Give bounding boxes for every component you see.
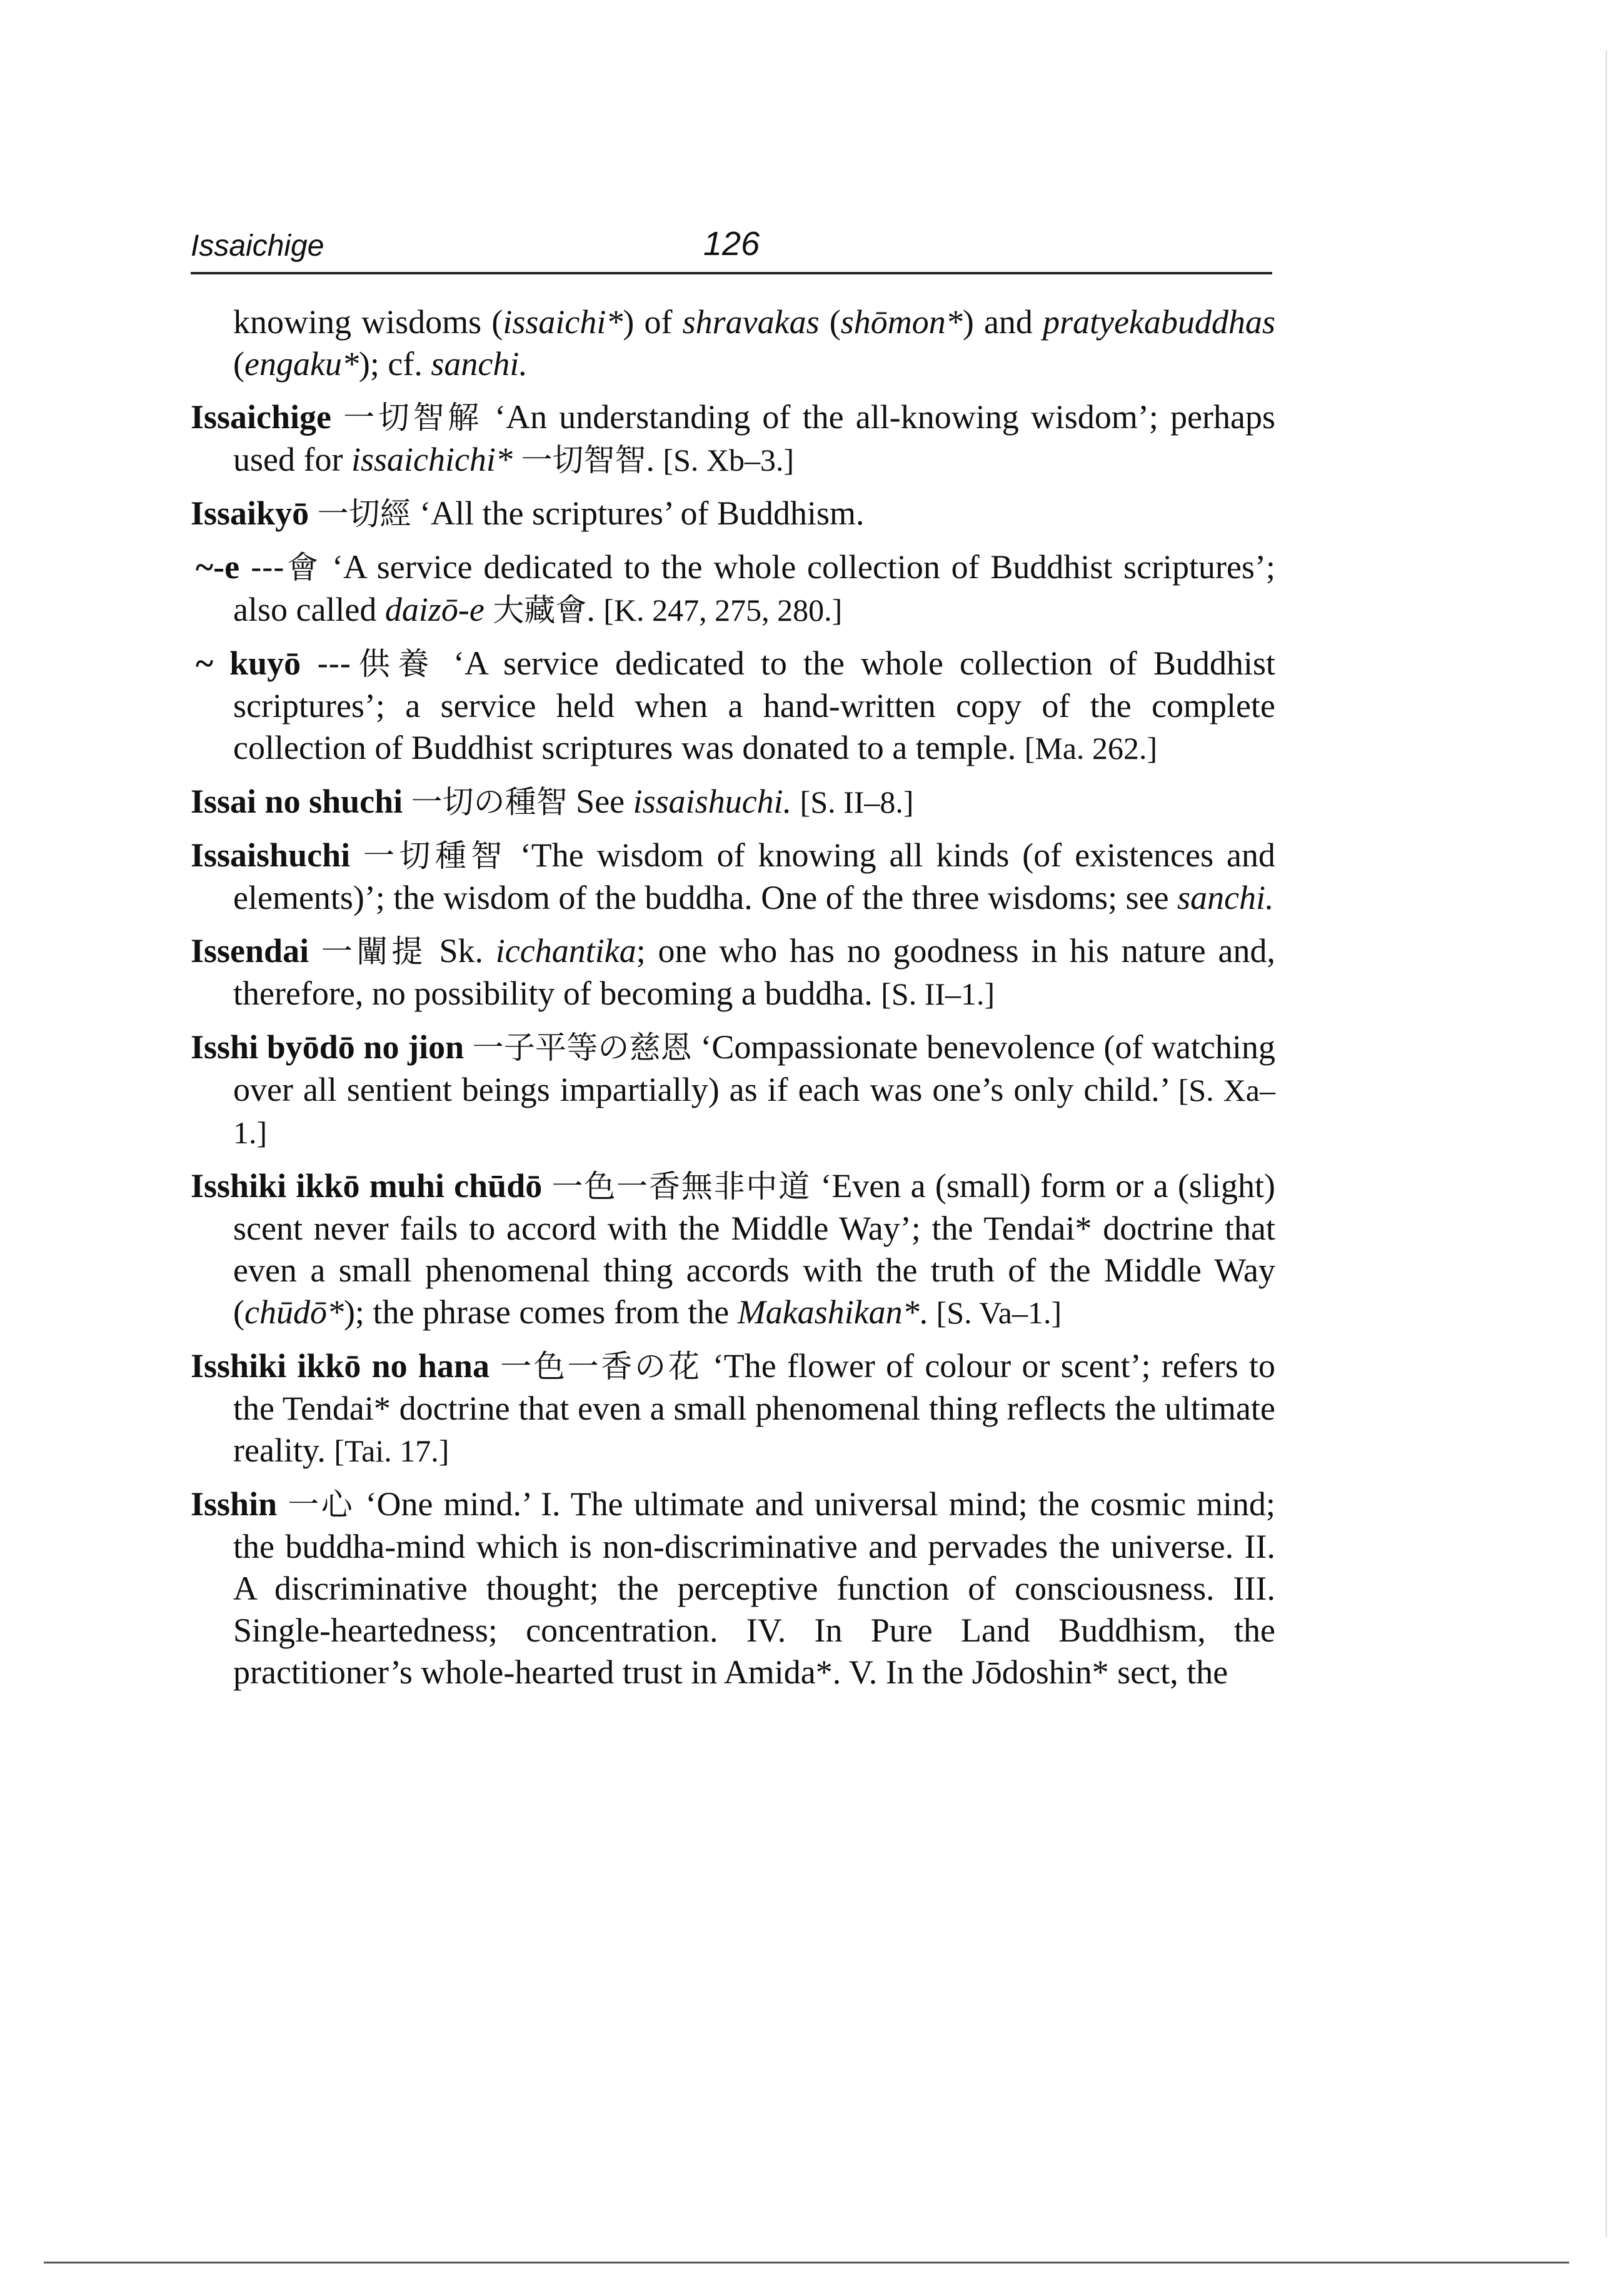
entry-text: ) of bbox=[623, 303, 683, 341]
entry-isshiki-ikko-no-hana bbox=[191, 1345, 1275, 1472]
page-edge-shadow bbox=[1605, 50, 1607, 2238]
entry-issendai bbox=[191, 930, 1275, 1015]
entry-text bbox=[403, 783, 411, 820]
entry-text: ‘Even a (small) form or a (slight) scent never fails to accord with the Middle Way’; the Tendai* doctrine that even a small phenomenal thing accords with the truth of the Middle Way ( bbox=[233, 1167, 1275, 1331]
entry-text: ‘An understanding of the all-knowing wisdom’; perhaps used for bbox=[233, 398, 1276, 478]
entry-text: . bbox=[646, 441, 663, 478]
italic-term: shravakas bbox=[682, 303, 820, 341]
continued-entry bbox=[191, 301, 1275, 385]
entry-text bbox=[791, 783, 800, 820]
source-reference: [Tai. 17.] bbox=[334, 1433, 449, 1468]
entry-text: ‘Compassionate benevolence (of watching over all sentient beings impartially) as if each was one’s only child.’ bbox=[233, 1028, 1275, 1108]
entry-text: ( bbox=[233, 345, 244, 383]
source-reference: [K. 247, 275, 280.] bbox=[603, 593, 843, 628]
entry-text bbox=[513, 441, 521, 478]
entry-text bbox=[331, 398, 343, 436]
entry-text: knowing wisdoms ( bbox=[233, 303, 503, 341]
headword: Isshin bbox=[191, 1485, 278, 1523]
source-reference: [S. II–1.] bbox=[881, 976, 995, 1011]
italic-term: Makashikan* bbox=[737, 1293, 920, 1331]
entry-isshin bbox=[191, 1483, 1275, 1693]
source-reference: [S. II–8.] bbox=[800, 785, 914, 820]
headword: ~-e bbox=[196, 548, 240, 586]
subentry-issaikyo-e bbox=[191, 546, 1275, 631]
source-reference: [S. Xa–1.] bbox=[233, 1073, 1275, 1150]
italic-term: pratyekabuddhas bbox=[1043, 303, 1276, 341]
entry-text bbox=[239, 548, 251, 586]
entry-text: . bbox=[586, 591, 604, 628]
entry-text bbox=[277, 1485, 288, 1523]
entry-text: ‘A service dedicated to the whole collection of Buddhist scriptures’; a service held when a hand-written copy of the complete collection of Buddhist scriptures was donated to a temple. bbox=[233, 644, 1275, 766]
entry-issaichige bbox=[191, 396, 1275, 481]
headword: Isshi byōdō no jion bbox=[191, 1028, 464, 1066]
page-number: 126 bbox=[703, 225, 760, 263]
entry-text: ) and bbox=[962, 303, 1043, 341]
kanji-term: 一切智解 bbox=[343, 399, 483, 436]
entry-text bbox=[301, 644, 317, 682]
entry-list bbox=[191, 301, 1275, 1705]
kanji-term: ---供養 bbox=[317, 646, 437, 682]
italic-term: shōmon* bbox=[840, 303, 963, 341]
source-reference: [S. Xb–3.] bbox=[663, 443, 795, 478]
entry-text: ); the phrase comes from the bbox=[343, 1293, 738, 1331]
italic-term: issaichichi* bbox=[351, 441, 513, 478]
kanji-term: ---會 bbox=[250, 549, 321, 586]
entry-issaikyo bbox=[191, 493, 1275, 535]
entry-text bbox=[464, 1028, 473, 1066]
italic-term: engaku* bbox=[244, 345, 359, 383]
headword: Issaishuchi bbox=[191, 836, 351, 874]
entry-text: ‘One mind.’ I. The ultimate and universal mind; the cosmic mind; the buddha-mind which is non-discriminative and pervades the universe. II. A discriminative thought; the perceptive function of consciousness. III. Single-heartedness; concentration. IV. In Pure Land Buddhism, the practitioner’s whole-hearted trust in Amida*. V. In the Jōdoshin* sect, the bbox=[233, 1485, 1275, 1691]
entry-text: . bbox=[919, 1293, 936, 1331]
headword: Issaikyō bbox=[191, 494, 309, 532]
headword: Issaichige bbox=[191, 398, 332, 436]
entry-text: ‘All the scriptures’ of Buddhism. bbox=[411, 494, 865, 532]
entry-text: ); cf. bbox=[358, 345, 431, 383]
entry-text: See bbox=[567, 783, 633, 820]
entry-isshiki-ikko-muhi-chudo bbox=[191, 1165, 1275, 1334]
headword: Issendai bbox=[191, 932, 309, 970]
kanji-term: 一色一香の花 bbox=[500, 1348, 702, 1385]
italic-term: sanchi. bbox=[431, 345, 528, 383]
entry-text bbox=[484, 591, 493, 628]
kanji-term: 一色一香無非中道 bbox=[551, 1168, 811, 1205]
entry-text bbox=[489, 1347, 500, 1385]
entry-text: ‘The wisdom of knowing all kinds (of existences and elements)’; the wisdom of the buddha. One of the three wisdoms; see bbox=[233, 836, 1276, 916]
kanji-term: 一切の種智 bbox=[411, 784, 568, 820]
italic-term: issaichi* bbox=[503, 303, 623, 341]
subentry-issaikyo-kuyo bbox=[191, 643, 1275, 770]
entry-text: ( bbox=[819, 303, 841, 341]
entry-isshi-byodo-no-jion bbox=[191, 1026, 1275, 1154]
source-reference: [S. Va–1.] bbox=[936, 1295, 1062, 1330]
kanji-term: 一切智智 bbox=[521, 442, 646, 478]
headword: Isshiki ikkō no hana bbox=[191, 1347, 489, 1385]
headword: Isshiki ikkō muhi chūdō bbox=[191, 1167, 543, 1205]
kanji-term: 一心 bbox=[288, 1486, 355, 1523]
entry-text bbox=[309, 494, 318, 532]
italic-term: chūdō* bbox=[244, 1293, 344, 1331]
entry-issai-no-shuchi bbox=[191, 781, 1275, 823]
guide-word: Issaichige bbox=[191, 229, 324, 263]
bottom-rule bbox=[44, 2262, 1569, 2263]
italic-term: icchantika bbox=[495, 932, 636, 970]
headword: Issai no shuchi bbox=[191, 783, 403, 820]
kanji-term: 一闡提 bbox=[321, 933, 427, 970]
italic-term: sanchi. bbox=[1177, 879, 1274, 916]
kanji-term: 一子平等の慈恩 bbox=[472, 1030, 692, 1066]
headword: ~ kuyō bbox=[196, 644, 301, 682]
kanji-term: 大藏會 bbox=[493, 592, 587, 628]
kanji-term: 一切種智 bbox=[363, 838, 507, 874]
entry-issaishuchi bbox=[191, 835, 1275, 919]
kanji-term: 一切經 bbox=[317, 496, 411, 532]
running-header bbox=[191, 222, 1272, 274]
italic-term: issaishuchi. bbox=[633, 783, 792, 820]
italic-term: daizō-e bbox=[384, 591, 484, 628]
entry-text: ‘A service dedicated to the whole collection of Buddhist scriptures’; also called bbox=[233, 548, 1276, 628]
entry-text: Sk. bbox=[426, 932, 496, 970]
entry-text: ; one who has no goodness in his nature and, therefore, no possibility of becoming a buddha. bbox=[233, 932, 1276, 1012]
entry-text bbox=[309, 932, 321, 970]
entry-text bbox=[350, 836, 363, 874]
entry-text: ‘The flower of colour or scent’; refers to the Tendai* doctrine that even a small phenomenal thing reflects the ultimate reality. bbox=[233, 1347, 1276, 1469]
source-reference: [Ma. 262.] bbox=[1024, 731, 1158, 766]
entry-text bbox=[542, 1167, 551, 1205]
